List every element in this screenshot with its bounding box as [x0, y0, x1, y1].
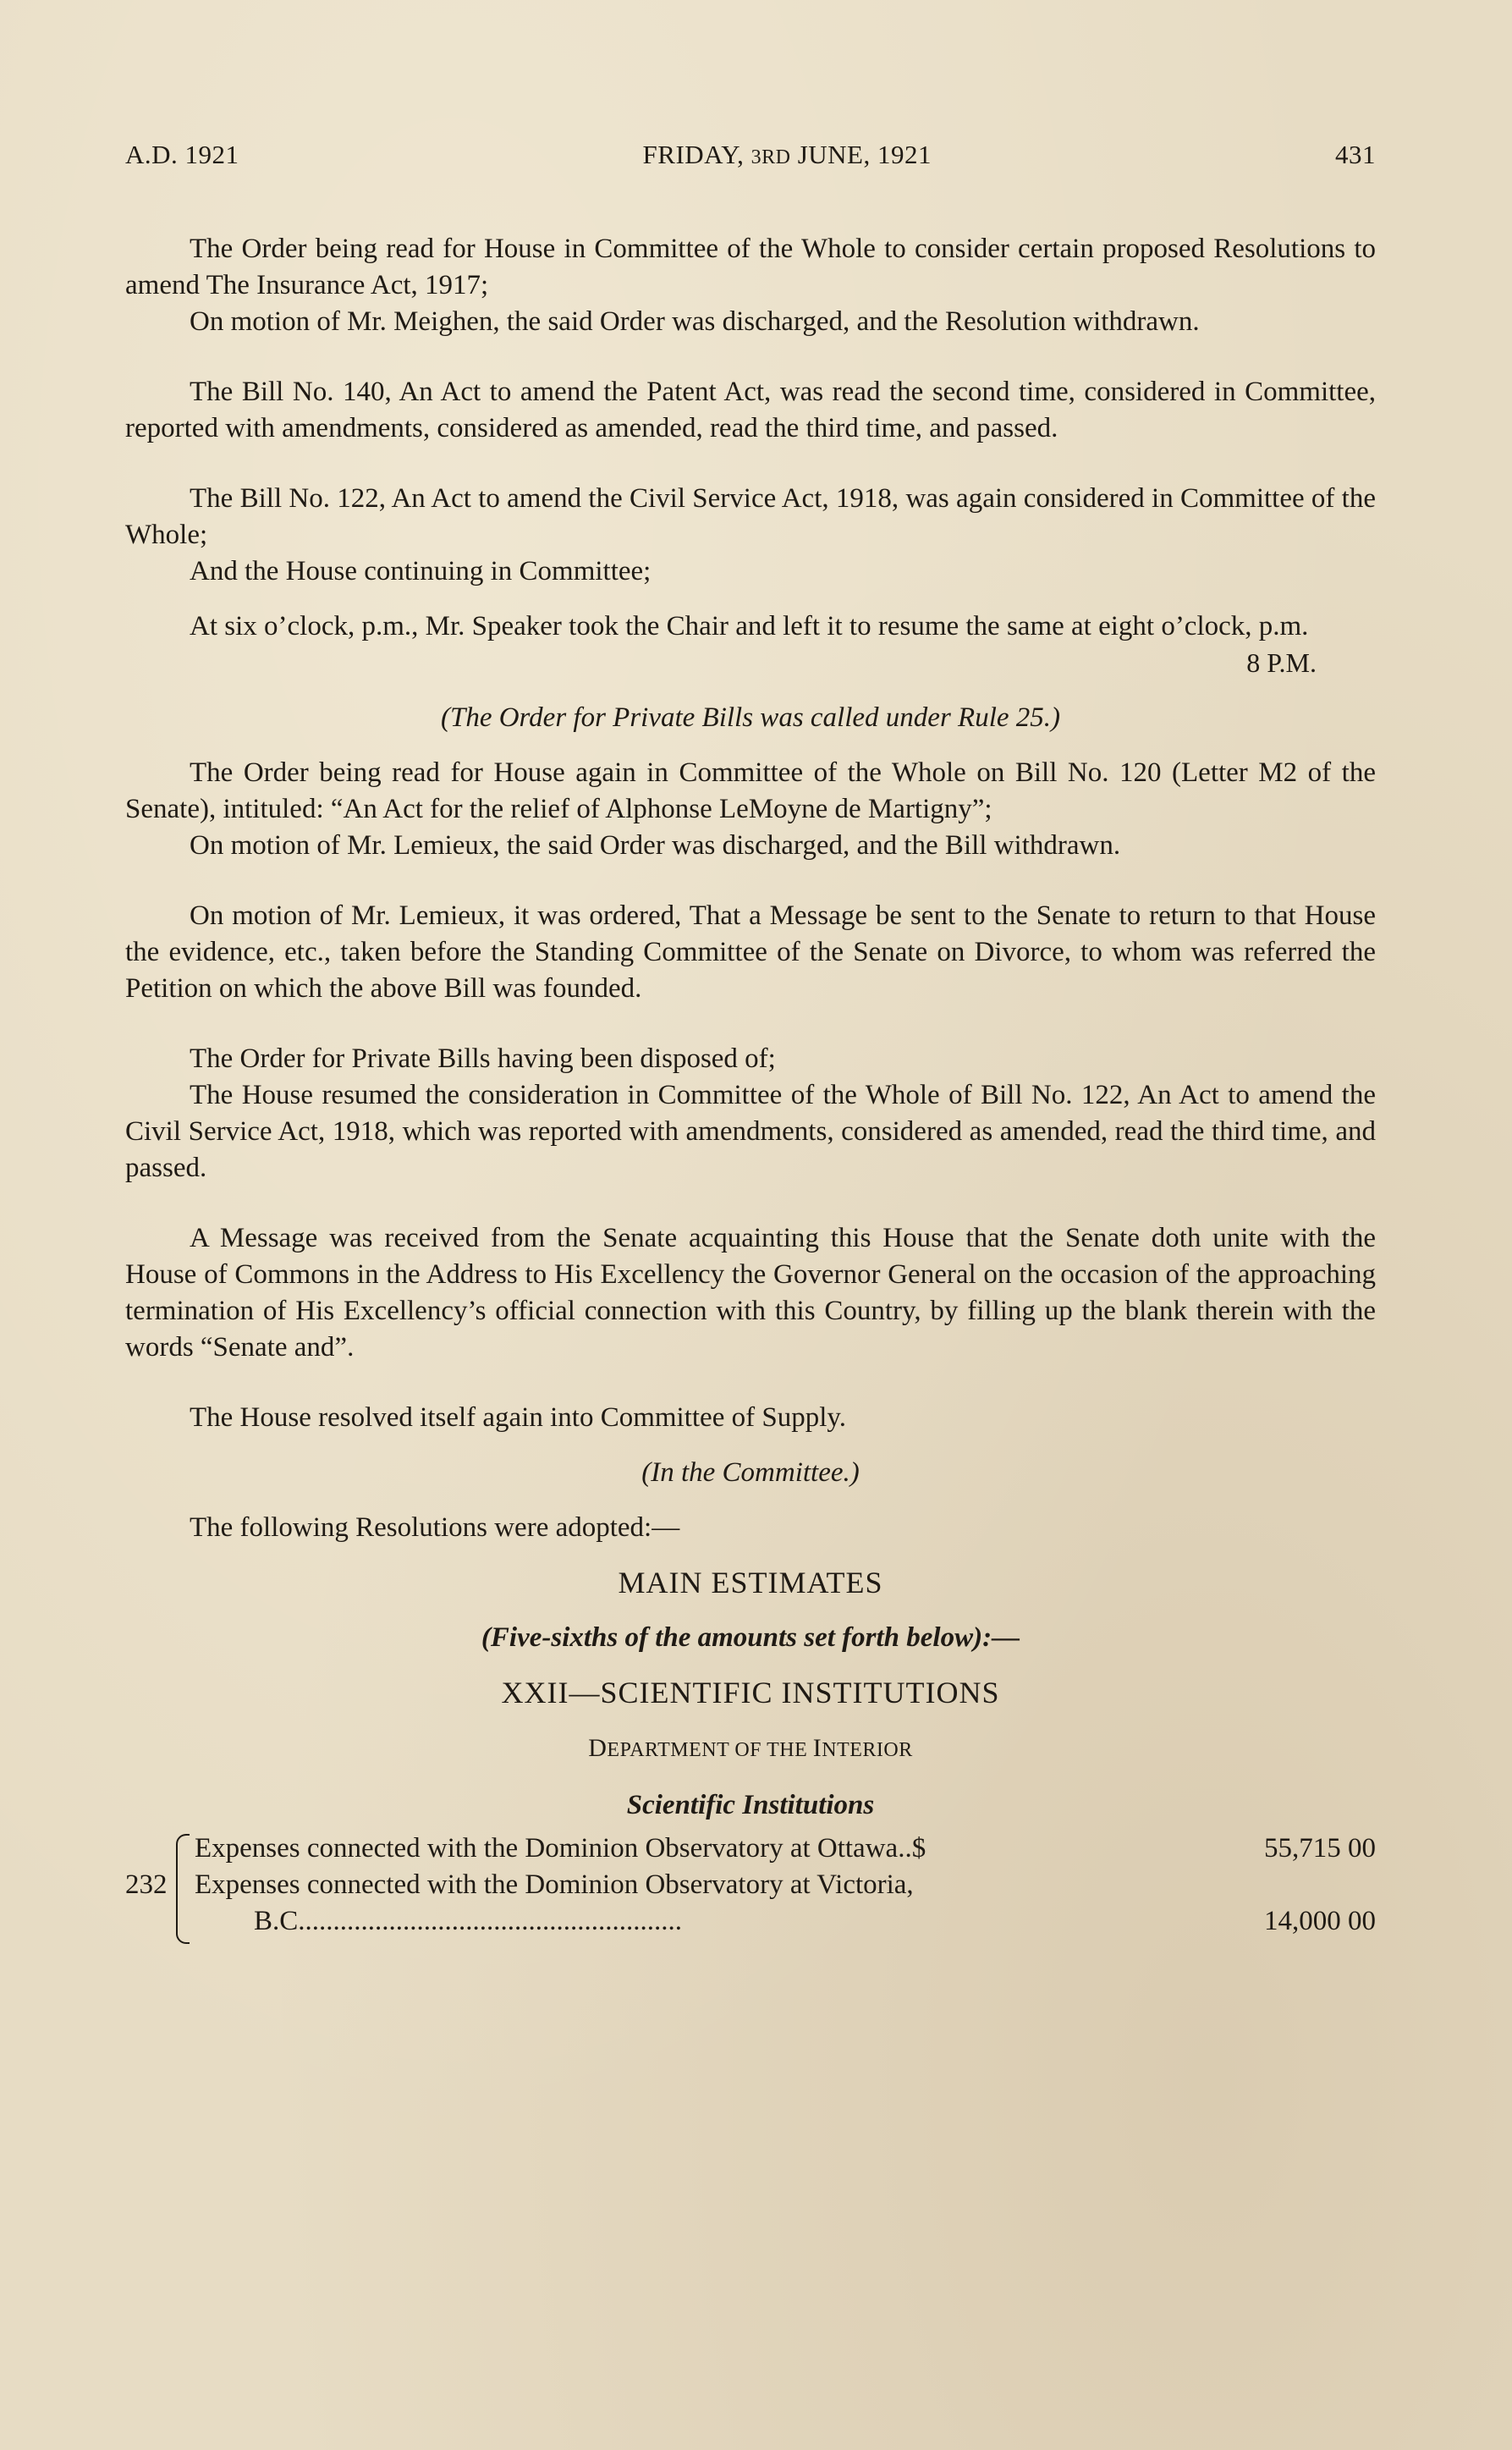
dept-rest-1: EPARTMENT OF THE [607, 1739, 813, 1761]
paragraph-civil-service-bill: The Bill No. 122, An Act to amend the Civil Service Act, 1918, was again considered in Committee of the Whole; [125, 483, 1376, 550]
estimate-row [195, 1867, 1376, 1903]
estimate-items [195, 1831, 1376, 1940]
estimate-item-amount: 55,715 00 [1264, 1833, 1376, 1864]
estimates-table [125, 1831, 1376, 1944]
section-heading: XXII—SCIENTIFIC INSTITUTIONS [501, 1676, 1000, 1709]
header-date-day: FRIDAY, [642, 140, 751, 169]
journal-body [125, 231, 1376, 1944]
page-number: 431 [1335, 140, 1376, 169]
estimate-item-text-continued: B.C....................................................... [254, 1906, 683, 1936]
paragraph-six-oclock: At six o’clock, p.m., Mr. Speaker took the Chair and left it to resume the same at eight o’clock, p.m. [190, 611, 1309, 641]
paragraph-meighen-motion: On motion of Mr. Meighen, the said Order was discharged, and the Resolution withdrawn. [190, 306, 1200, 337]
estimate-row-continuation [195, 1903, 1376, 1940]
header-date [643, 140, 932, 170]
dept-initial-d: D [588, 1734, 608, 1762]
journal-page [125, 140, 1376, 1944]
dept-initial-i: I [812, 1734, 822, 1762]
department-heading [125, 1730, 1376, 1769]
dept-rest-2: NTERIOR [822, 1739, 913, 1761]
paragraph-lemieux-message: On motion of Mr. Lemieux, it was ordered, That a Message be sent to the Senate to return to that House the evidence, etc., taken before the Standing Committee of the Senate on Divorce, to whom was referred the Petition on which the above Bill was founded. [125, 900, 1376, 1004]
paragraph-bill-120: The Order being read for House again in Committee of the Whole on Bill No. 120 (Letter M2 of the Senate), intituled: “An Act for the relief of Alphonse LeMoyne de Martigny”; [125, 757, 1376, 824]
paragraph-committee-of-supply: The House resolved itself again into Committee of Supply. [190, 1402, 846, 1433]
header-date-month: JUNE, 1921 [790, 140, 932, 169]
header-year: A.D. 1921 [125, 140, 239, 169]
paragraph-resolutions-adopted: The following Resolutions were adopted:— [190, 1512, 680, 1543]
paragraph-house-continuing: And the House continuing in Committee; [190, 556, 652, 586]
paragraph-senate-message: A Message was received from the Senate acquainting this House that the Senate doth unite with the House of Commons in the Address to His Excellency the Governor General on the occasion of the approaching termination of His Excellency’s official connection with this Country, by filling up the blank therein with the words “Senate and”. [125, 1223, 1376, 1363]
paragraph-private-bills-disposed: The Order for Private Bills having been disposed of; [190, 1043, 776, 1074]
private-bills-note: (The Order for Private Bills was called under Rule 25.) [440, 702, 1060, 733]
paragraph-insurance-order: The Order being read for House in Committee of the Whole to consider certain proposed Resolutions to amend The Insurance Act, 1917; [125, 234, 1376, 300]
paragraph-lemieux-discharge: On motion of Mr. Lemieux, the said Order was discharged, and the Bill withdrawn. [190, 830, 1121, 861]
estimate-item-amount: 14,000 00 [1264, 1906, 1376, 1936]
main-estimates-heading: MAIN ESTIMATES [618, 1566, 883, 1599]
header-date-ordinal: 3RD [751, 146, 791, 168]
estimate-item-text: Expenses connected with the Dominion Observatory at Victoria, [195, 1869, 914, 1900]
main-estimates-subtitle: (Five-sixths of the amounts set forth below):— [481, 1622, 1020, 1653]
page-header [125, 140, 1376, 170]
estimate-item-text: Expenses connected with the Dominion Observatory at Ottawa..$ [195, 1833, 926, 1864]
vote-number: 232 [125, 1869, 168, 1900]
paragraph-house-resumed: The House resumed the consideration in Committee of the Whole of Bill No. 122, An Act to amend the Civil Service Act, 1918, which was reported with amendments, considered as amended, read the third time, and passed. [125, 1080, 1376, 1183]
brace-icon [176, 1834, 190, 1944]
estimate-row [195, 1831, 1376, 1867]
paragraph-patent-bill: The Bill No. 140, An Act to amend the Patent Act, was read the second time, considered in Committee, reported with amendments, considered as amended, read the third time, and passed. [125, 377, 1376, 443]
in-committee-note: (In the Committee.) [641, 1457, 860, 1488]
time-marker: 8 P.M. [1246, 647, 1317, 678]
subsection-heading: Scientific Institutions [626, 1790, 875, 1820]
